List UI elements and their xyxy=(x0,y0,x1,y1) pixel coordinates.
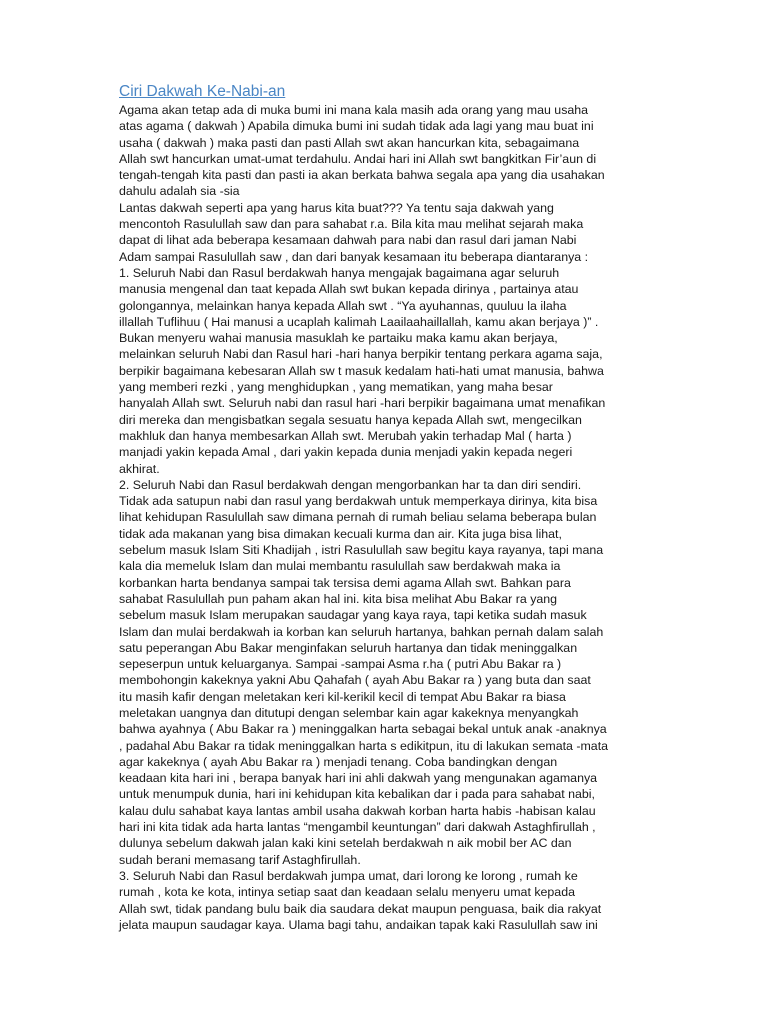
text-line: manusia mengenal dan taat kepada Allah swt bukan kepada dirinya , partainya atau xyxy=(119,282,579,297)
text-line: atas agama ( dakwah ) Apabila dimuka bumi ini sudah tidak ada lagi yang mau buat ini xyxy=(119,119,594,134)
text-line: usaha ( dakwah ) maka pasti dan pasti Allah swt akan hancurkan kita, sebagaimana xyxy=(119,135,580,150)
text-line: sepeserpun untuk keluarganya. Sampai -sampai Asma r.ha ( putri Abu Bakar ra ) xyxy=(119,657,562,672)
text-line: Allah swt hancurkan umat-umat terdahulu. Andai hari ini Allah swt bangkitkan Fir’aun di xyxy=(119,151,597,166)
text-line: , padahal Abu Bakar ra tidak meninggalkan harta s edikitpun, itu di lakukan semata -mata xyxy=(119,738,609,753)
text-line: illallah Tuflihuu ( Hai manusi a ucaplah kalimah Laailaahaillallah, kamu akan berjaya )” . xyxy=(119,314,599,329)
text-line: itu masih kafir dengan meletakan keri kil-kerikil kecil di tempat Abu Bakar ra biasa xyxy=(119,689,566,704)
text-line: 1. Seluruh Nabi dan Rasul berdakwah hanya mengajak bagaimana agar seluruh xyxy=(119,265,560,280)
text-line: mencontoh Rasulullah saw dan para sahabat r.a. Bila kita mau melihat sejarah maka xyxy=(119,217,584,232)
text-line: sebelum masuk Islam Siti Khadijah , istri Rasulullah saw begitu kaya rayanya, tapi mana xyxy=(119,543,604,558)
text-line: rumah , kota ke kota, intinya setiap saat dan keadaan selalu menyeru umat kepada xyxy=(119,885,575,900)
text-line: dapat di lihat ada beberapa kesamaan dahwah para nabi dan rasul dari jaman Nabi xyxy=(119,233,577,248)
document-body xyxy=(119,102,659,933)
text-line: keadaan kita hari ini , berapa banyak hari ini ahli dakwah yang mengunakan agamanya xyxy=(119,771,598,786)
text-line: yang memberi rezki , yang menghidupkan , yang mematikan, yang maha besar xyxy=(119,380,553,395)
text-line: 3. Seluruh Nabi dan Rasul berdakwah jumpa umat, dari lorong ke lorong , rumah ke xyxy=(119,868,578,883)
text-line: berpikir bagaimana kebesaran Allah sw t masuk kedalam hati-hati umat manusia, bahwa xyxy=(119,363,604,378)
text-line: Bukan menyeru wahai manusia masuklah ke partaiku maka kamu akan berjaya, xyxy=(119,331,558,346)
text-line: bahwa ayahnya ( Abu Bakar ra ) meninggalkan harta sebagai bekal untuk anak -anaknya xyxy=(119,722,607,737)
document-page xyxy=(119,82,659,933)
text-line: makhluk dan hanya membesarkan Allah swt. Merubah yakin terhadap Mal ( harta ) xyxy=(119,428,572,443)
text-line: kala dia memeluk Islam dan mulai membantu rasulullah saw berdakwah maka ia xyxy=(119,559,561,574)
text-line: melainkan seluruh Nabi dan Rasul hari -hari hanya berpikir tentang perkara agama saja, xyxy=(119,347,603,362)
text-line: membohongin kakeknya yakni Abu Qahafah ( ayah Abu Bakar ra ) yang buta dan saat xyxy=(119,673,591,688)
text-line: korbankan harta bendanya sampai tak tersisa demi agama Allah swt. Bahkan para xyxy=(119,575,571,590)
text-line: manjadi yakin kepada Amal , dari yakin kepada dunia menjadi yakin kepada negeri xyxy=(119,445,573,460)
text-line: sebelum masuk Islam merupakan saudagar yang kaya raya, tapi ketika sudah masuk xyxy=(119,608,587,623)
text-line: untuk menumpuk dunia, hari ini kehidupan kita kebalikan dar i pada para sahabat nabi, xyxy=(119,787,595,802)
text-line: meletakan uangnya dan ditutupi dengan selembar kain agar kakeknya menyangkah xyxy=(119,705,579,720)
text-line: hari ini kita tidak ada harta lantas “mengambil keuntungan” dari dakwah Astaghfirullah , xyxy=(119,820,596,835)
text-line: tidak ada makanan yang bisa dimakan kecuali kurma dan air. Kita juga bisa lihat, xyxy=(119,526,562,541)
document-title: Ciri Dakwah Ke-Nabi-an xyxy=(119,83,286,100)
text-line: hanyalah Allah swt. Seluruh nabi dan rasul hari -hari berpikir bagaimana umat menafikan xyxy=(119,396,606,411)
text-line: Tidak ada satupun nabi dan rasul yang berdakwah untuk memperkaya dirinya, kita bisa xyxy=(119,494,598,509)
text-line: Islam dan mulai berdakwah ia korban kan seluruh hartanya, bahkan pernah dalam salah xyxy=(119,624,604,639)
text-line: lihat kehidupan Rasulullah saw dimana pernah di rumah beliau selama beberapa bulan xyxy=(119,510,597,525)
text-line: Agama akan tetap ada di muka bumi ini mana kala masih ada orang yang mau usaha xyxy=(119,103,589,117)
text-line: agar kakeknya ( ayah Abu Bakar ra ) menjadi tenang. Coba bandingkan dengan xyxy=(119,754,558,769)
text-line: kalau dulu sahabat kaya lantas ambil usaha dakwah korban harta habis -habisan kalau xyxy=(119,803,596,818)
text-line: Lantas dakwah seperti apa yang harus kita buat??? Ya tentu saja dakwah yang xyxy=(119,200,554,215)
text-line: 2. Seluruh Nabi dan Rasul berdakwah dengan mengorbankan har ta dan diri sendiri. xyxy=(119,477,582,492)
text-line: diri mereka dan mengisbatkan segala sesuatu hanya kepada Allah swt, mengecilkan xyxy=(119,412,582,427)
text-line: Adam sampai Rasulullah saw , dan dari banyak kesamaan itu beberapa diantaranya : xyxy=(119,249,589,264)
text-line: jelata maupun saudagar kaya. Ulama bagi tahu, andaikan tapak kaki Rasulullah saw ini xyxy=(119,917,598,932)
text-line: sahabat Rasulullah pun paham akan hal ini. kita bisa melihat Abu Bakar ra yang xyxy=(119,591,558,606)
text-line: dulunya sebelum dakwah jalan kaki kini setelah berdakwah n aik mobil ber AC dan xyxy=(119,836,572,851)
text-line: sudah berani memasang tarif Astaghfirullah. xyxy=(119,852,361,867)
text-line: dahulu adalah sia -sia xyxy=(119,184,240,199)
text-line: akhirat. xyxy=(119,461,160,476)
text-line: satu peperangan Abu Bakar menginfakan seluruh hartanya dan tidak meninggalkan xyxy=(119,640,578,655)
text-line: golongannya, melainkan hanya kepada Allah swt . “Ya ayuhannas, quuluu la ilaha xyxy=(119,298,567,313)
text-line: Allah swt, tidak pandang bulu baik dia saudara dekat maupun penguasa, baik dia rakyat xyxy=(119,901,602,916)
text-line: tengah-tengah kita pasti dan pasti ia akan berkata bahwa segala apa yang dia usahakan xyxy=(119,168,605,183)
